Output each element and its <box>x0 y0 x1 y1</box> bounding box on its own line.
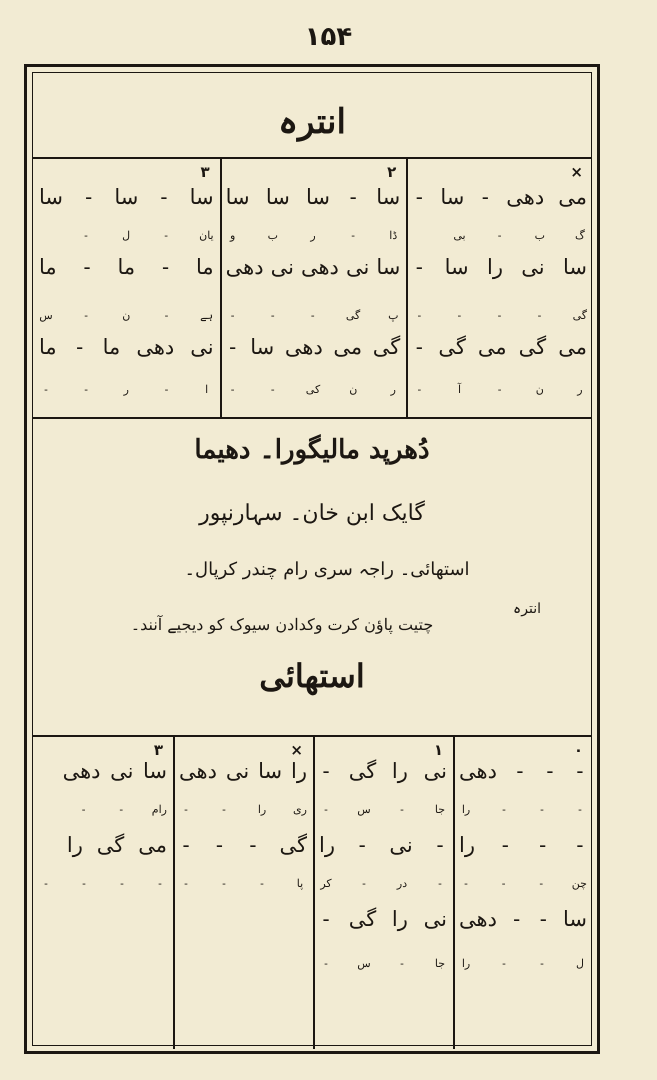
notation-cell: دھى <box>506 185 545 209</box>
notation-row <box>39 803 167 816</box>
notation-cell: جا <box>434 957 446 970</box>
notation-cell: نى <box>190 335 214 359</box>
notation-cell: - <box>516 759 524 783</box>
notation-cell: مى <box>477 335 507 359</box>
notation-cell: را <box>486 255 503 279</box>
notation-cell: - <box>215 833 224 857</box>
notation-row <box>412 229 587 242</box>
beat-marker: × <box>290 741 303 759</box>
notation-cell: - <box>184 877 188 890</box>
notation-cell: نى <box>389 833 413 857</box>
column-divider <box>406 159 408 417</box>
notation-cell: - <box>358 833 366 857</box>
notation-cell: - <box>349 185 357 209</box>
notation-row <box>179 759 307 783</box>
notation-cell: س <box>357 803 371 816</box>
notation-cell: ر <box>390 383 396 396</box>
notation-row <box>179 803 307 816</box>
notation-cell: - <box>84 229 88 242</box>
notation-cell: - <box>539 907 547 931</box>
notation-cell: دھى <box>284 335 323 359</box>
notation-row <box>459 907 587 931</box>
notation-cell: ما <box>102 335 121 359</box>
sthai-lyric-line: استھائی۔ راجہ سری رام چندر کرپال۔ <box>184 559 470 580</box>
notation-cell: - <box>578 803 582 816</box>
notation-row <box>459 833 587 857</box>
notation-cell: - <box>222 877 226 890</box>
notation-cell: بى <box>453 229 466 242</box>
notation-cell: - <box>362 877 366 890</box>
beat-marker: ۳ <box>153 741 163 759</box>
notation-cell: - <box>44 383 48 396</box>
notation-cell: - <box>162 255 170 279</box>
notation-cell: را <box>319 833 335 857</box>
notation-cell: - <box>44 877 48 890</box>
notation-row <box>226 383 401 396</box>
notation-row <box>39 877 167 890</box>
notation-cell: سا <box>440 185 465 209</box>
notation-row <box>226 335 401 359</box>
notation-row <box>319 907 447 931</box>
notation-cell: - <box>260 877 264 890</box>
notation-cell: - <box>513 907 521 931</box>
notation-cell: - <box>120 877 124 890</box>
page-number: ۱۵۴ <box>304 22 353 52</box>
notation-cell: مى <box>558 185 587 209</box>
antra-label: انترہ <box>513 601 541 617</box>
notation-cell: - <box>322 907 330 931</box>
notation-cell: - <box>270 309 275 322</box>
notation-cell <box>39 803 53 816</box>
beat-marker: ۰ <box>573 741 583 759</box>
notation-cell: - <box>184 803 188 816</box>
column-divider <box>453 737 455 1049</box>
notation-cell: نى <box>423 759 447 783</box>
notation-cell: - <box>501 877 506 890</box>
notation-cell: نى <box>521 255 545 279</box>
inner-frame <box>32 72 592 1046</box>
notation-cell: - <box>438 877 442 890</box>
notation-cell <box>39 229 53 242</box>
notation-cell: - <box>540 957 544 970</box>
notation-cell: ما <box>196 255 214 279</box>
notation-cell: گ <box>575 229 585 242</box>
notation-cell: و <box>230 229 236 242</box>
notation-row <box>39 255 214 279</box>
notation-row <box>39 335 214 359</box>
notation-cell: گى <box>348 907 377 931</box>
notation-cell: سا <box>250 335 275 359</box>
notation-cell: - <box>164 383 169 396</box>
notation-cell: ما <box>117 255 136 279</box>
notation-row <box>39 309 214 322</box>
notation-cell: جا <box>434 803 446 816</box>
notation-cell: سا <box>376 185 401 209</box>
notation-cell: - <box>546 759 554 783</box>
notation-cell: آ <box>457 383 462 396</box>
notation-row <box>226 185 401 209</box>
notation-cell: - <box>324 803 328 816</box>
notation-cell: ا <box>205 383 209 396</box>
notation-row <box>459 957 587 970</box>
notation-cell: سا <box>376 255 401 279</box>
page-frame <box>24 64 600 1054</box>
notation-row <box>319 877 447 890</box>
notation-cell: ڈا <box>389 229 398 242</box>
notation-cell: يان <box>199 229 214 242</box>
notation-cell: - <box>85 185 93 209</box>
notation-cell: - <box>84 383 89 396</box>
sthai-column-4 <box>33 737 173 1049</box>
beat-marker: ۲ <box>387 163 397 181</box>
notation-cell: ل <box>122 229 131 242</box>
notation-cell: - <box>539 877 544 890</box>
notation-cell: - <box>415 255 423 279</box>
notation-cell: ل <box>576 957 584 970</box>
notation-cell: ر <box>310 229 316 242</box>
notation-row <box>319 803 447 816</box>
notation-row <box>179 877 307 890</box>
notation-row <box>459 877 587 890</box>
notation-cell: - <box>576 833 584 857</box>
notation-cell: گى <box>348 759 377 783</box>
notation-cell: - <box>501 833 509 857</box>
notation-cell: - <box>539 833 547 857</box>
notation-row <box>412 309 587 322</box>
notation-row <box>459 759 587 783</box>
notation-cell: - <box>82 877 86 890</box>
notation-cell: - <box>81 803 86 816</box>
notation-cell: را <box>257 803 267 816</box>
notation-cell: - <box>417 383 422 396</box>
notation-cell: - <box>324 957 328 970</box>
notation-cell: ر <box>577 383 583 396</box>
notation-cell: دھى <box>225 255 264 279</box>
notation-cell: دھى <box>179 759 217 783</box>
notation-cell: - <box>182 833 190 857</box>
notation-cell: گى <box>279 833 307 857</box>
notation-cell: - <box>229 335 237 359</box>
column-divider <box>313 737 315 1049</box>
notation-row <box>39 185 214 209</box>
beat-marker: ۱ <box>433 741 443 759</box>
notation-row <box>412 185 587 209</box>
antra-column-1 <box>406 159 593 417</box>
notation-cell: - <box>249 833 257 857</box>
divider <box>33 417 591 419</box>
notation-cell: - <box>415 335 423 359</box>
notation-cell: - <box>464 877 468 890</box>
notation-row <box>319 957 447 970</box>
notation-cell: ن <box>349 383 358 396</box>
antra-notation-grid <box>33 159 591 417</box>
singer-line: گایک ابن خان۔ سہارنپور <box>199 501 425 526</box>
notation-cell: ب <box>267 229 278 242</box>
notation-cell: - <box>400 957 404 970</box>
notation-cell: - <box>502 803 506 816</box>
notation-row <box>319 759 447 783</box>
notation-cell: - <box>160 185 168 209</box>
notation-cell: - <box>310 309 315 322</box>
notation-cell: دھى <box>62 759 101 783</box>
notation-row <box>39 383 214 396</box>
notation-cell: - <box>158 877 162 890</box>
antra-column-2 <box>220 159 407 417</box>
notation-cell: مى <box>333 335 363 359</box>
antra-heading: انترہ <box>278 102 346 142</box>
notation-cell: - <box>230 383 235 396</box>
notation-cell: گى <box>345 309 361 322</box>
notation-cell <box>39 833 53 857</box>
notation-cell: سا <box>258 759 283 783</box>
notation-cell: - <box>497 309 502 322</box>
notation-cell: - <box>497 229 502 242</box>
notation-cell: ما <box>39 335 57 359</box>
notation-cell: - <box>497 383 502 396</box>
sthai-notation-grid <box>33 737 591 1049</box>
notation-cell: - <box>415 185 423 209</box>
notation-cell: نى <box>270 255 294 279</box>
notation-cell: گى <box>518 335 547 359</box>
notation-cell: سا <box>563 907 587 931</box>
notation-cell: سا <box>225 185 250 209</box>
notation-row <box>39 759 167 783</box>
notation-cell: را <box>66 833 83 857</box>
notation-cell: ن <box>122 309 131 322</box>
notation-cell: کر <box>320 877 332 890</box>
notation-cell: سا <box>265 185 290 209</box>
notation-cell: - <box>502 957 506 970</box>
beat-marker: × <box>570 163 583 181</box>
notation-cell: - <box>164 229 168 242</box>
notation-cell: دھى <box>459 759 497 783</box>
notation-cell: را <box>391 907 408 931</box>
antra-column-3 <box>33 159 220 417</box>
notation-cell <box>412 229 426 242</box>
notation-cell: چن <box>571 877 587 890</box>
sthai-column-1 <box>453 737 593 1049</box>
notation-row <box>226 255 401 279</box>
notation-cell: - <box>83 255 91 279</box>
notation-cell: ہے <box>200 309 214 322</box>
notation-cell: ب <box>534 229 545 242</box>
notation-cell: مى <box>138 833 167 857</box>
notation-cell: دھى <box>136 335 175 359</box>
notation-cell: س <box>39 309 53 322</box>
notation-cell: سا <box>305 185 330 209</box>
notation-cell: مى <box>558 335 587 359</box>
notation-cell: را <box>461 803 471 816</box>
notation-cell: - <box>540 803 544 816</box>
notation-row <box>319 833 447 857</box>
notation-cell: سا <box>114 185 139 209</box>
sthai-column-3 <box>173 737 313 1049</box>
notation-cell: نى <box>345 255 370 279</box>
notation-cell: گى <box>96 833 125 857</box>
notation-row <box>226 309 401 322</box>
notation-cell: ما <box>39 255 57 279</box>
notation-cell: دھى <box>300 255 339 279</box>
notation-cell: - <box>457 309 462 322</box>
notation-row <box>39 833 167 857</box>
notation-cell: سا <box>562 255 587 279</box>
antra-lyric-line: چتیت پاؤن کرت وکدادن سیوک کو دیجیے آنند۔ <box>130 615 434 634</box>
notation-cell: - <box>436 833 444 857</box>
notation-cell: نى <box>110 759 134 783</box>
notation-cell: رى <box>293 803 307 816</box>
notation-cell: - <box>417 309 422 322</box>
notation-cell: سا <box>142 759 167 783</box>
notation-cell: سا <box>189 185 214 209</box>
notation-cell: كى <box>305 383 321 396</box>
beat-marker: ۳ <box>200 163 210 181</box>
notation-row <box>412 335 587 359</box>
notation-cell: رام <box>151 803 167 816</box>
notation-cell: سا <box>39 185 63 209</box>
notation-cell: را <box>391 759 408 783</box>
notation-cell: را <box>291 759 307 783</box>
notation-cell: در <box>396 877 408 890</box>
notation-row <box>412 255 587 279</box>
notation-row <box>39 229 214 242</box>
notation-cell: پا <box>296 877 304 890</box>
notation-row <box>226 229 401 242</box>
notation-cell: - <box>84 309 89 322</box>
notation-cell: - <box>270 383 275 396</box>
notation-cell: را <box>459 833 475 857</box>
notation-cell: - <box>164 309 169 322</box>
notation-cell <box>39 759 53 783</box>
notation-cell: گى <box>438 335 466 359</box>
notation-cell: - <box>322 759 330 783</box>
notation-cell: را <box>461 957 471 970</box>
notation-row <box>412 383 587 396</box>
sthai-heading: استھائی <box>259 657 365 695</box>
notation-cell: نى <box>225 759 250 783</box>
notation-cell: س <box>357 957 371 970</box>
notation-row <box>179 833 307 857</box>
notation-cell: ن <box>535 383 544 396</box>
notation-cell: - <box>351 229 355 242</box>
sthai-column-2 <box>313 737 453 1049</box>
notation-cell: ر <box>123 383 129 396</box>
notation-cell: پ <box>388 309 399 322</box>
notation-cell: - <box>481 185 489 209</box>
notation-cell: نى <box>423 907 447 931</box>
notation-cell: - <box>537 309 542 322</box>
column-divider <box>220 159 222 417</box>
notation-cell: - <box>400 803 404 816</box>
notation-cell: گى <box>572 309 587 322</box>
notation-cell: - <box>76 335 84 359</box>
notation-cell: - <box>222 803 226 816</box>
notation-row <box>459 803 587 816</box>
notation-cell: سا <box>444 255 469 279</box>
notation-cell: - <box>119 803 124 816</box>
notation-cell: دھى <box>459 907 497 931</box>
notation-cell: - <box>576 759 584 783</box>
raga-title: دُھرپد مالیگورا۔ دھیما <box>194 435 430 465</box>
notation-cell: گى <box>372 335 401 359</box>
notation-cell: - <box>230 309 235 322</box>
column-divider <box>173 737 175 1049</box>
